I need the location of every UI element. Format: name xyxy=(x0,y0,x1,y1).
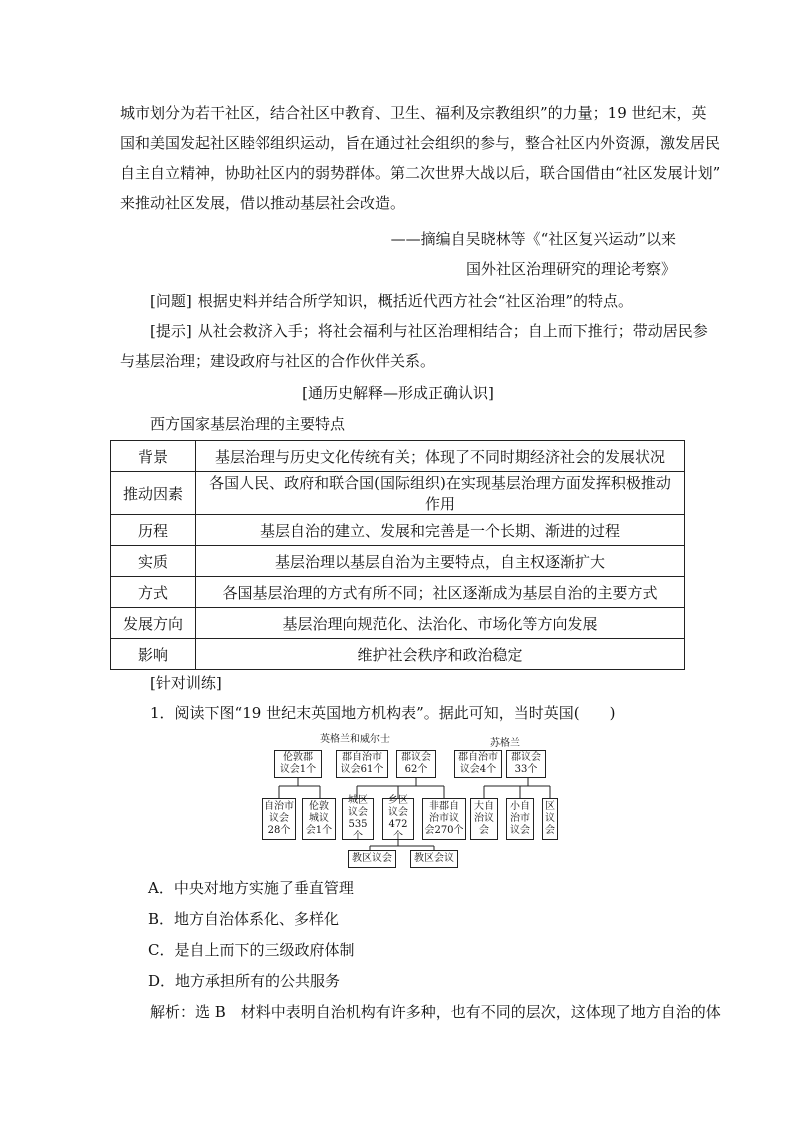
table-value: 基层治理向规范化、法治化、市场化等方向发展 xyxy=(196,608,685,639)
citation-line: ——摘编自吴晓林等《“社区复兴运动”以来 xyxy=(390,230,676,248)
hint-text: 从社会救济入手；将社会福利与社区治理相结合；自上而下推行；带动居民参 xyxy=(197,322,708,340)
intro-line: 自主自立精神，协助社区内的弱势群体。第二次世界大战以后，联合国借由“社区发展计划” xyxy=(120,164,721,182)
table-key: 影响 xyxy=(111,639,196,670)
table-key: 历程 xyxy=(111,515,196,546)
diagram-box xyxy=(410,850,458,868)
table-row xyxy=(111,515,685,546)
diagram-box xyxy=(396,750,436,778)
table-row xyxy=(111,472,685,515)
diagram-box-label: 教区议会 xyxy=(352,853,392,864)
diagram-box-label: 大自 治议 会 xyxy=(474,801,494,836)
citation xyxy=(120,224,676,284)
table-key: 推动因素 xyxy=(111,472,196,515)
analysis-text: 解析：选 B 材料中表明自治机构有许多种，也有不同的层次，这体现了地方自治的体 xyxy=(150,1003,721,1021)
section-heading-text: [通历史解释—形成正确认识] xyxy=(302,384,494,402)
diagram-box-label: 区 议 会 xyxy=(545,801,555,836)
table-value: 维护社会秩序和政治稳定 xyxy=(196,639,685,670)
training-label-text: [针对训练] xyxy=(150,674,222,692)
diagram-box-label: 乡区 议会 472个 xyxy=(388,795,408,842)
question-1-stem xyxy=(120,698,676,728)
question-block xyxy=(120,286,676,316)
intro-paragraph xyxy=(120,98,721,218)
table-row xyxy=(111,441,685,472)
diagram-box xyxy=(274,750,322,778)
england-wales-header: 英格兰和威尔士 xyxy=(320,734,390,745)
intro-line: 城市划分为若干社区，结合社区中教育、卫生、福利及宗教组织”的力量；19 世纪末，英 xyxy=(120,104,707,122)
diagram-box-label: 教区会议 xyxy=(414,853,454,864)
diagram-box-label: 郡自治市 议会4个 xyxy=(458,752,498,775)
table-key: 实质 xyxy=(111,546,196,577)
analysis xyxy=(120,997,721,1027)
table-row xyxy=(111,577,685,608)
section-heading xyxy=(120,378,676,408)
table-value: 基层治理以基层自治为主要特点，自主权逐渐扩大 xyxy=(196,546,685,577)
diagram-box-label: 城区 议会 535个 xyxy=(348,795,368,842)
diagram-box-label: 小自 治市 议会 xyxy=(510,801,530,836)
question-text: 根据史料并结合所学知识，概括近代西方社会“社区治理”的特点。 xyxy=(197,292,634,310)
diagram-box xyxy=(542,798,558,840)
hint-block xyxy=(120,316,708,376)
table-row xyxy=(111,639,685,670)
diagram-box xyxy=(506,750,546,778)
table-value: 各国基层治理的方式有所不同；社区逐渐成为基层自治的主要方式 xyxy=(196,577,685,608)
table-value: 各国人民、政府和联合国(国际组织)在实现基层治理方面发挥积极推动作用 xyxy=(196,472,685,515)
hint-text: 与基层治理；建设政府与社区的合作伙伴关系。 xyxy=(120,352,436,370)
diagram-box-label: 郡议会 33个 xyxy=(511,752,541,775)
hint-label: [提示] xyxy=(150,322,192,340)
diagram-box xyxy=(470,798,498,840)
diagram-box-label: 非郡自 治市议 会270个 xyxy=(424,801,464,836)
diagram-box-label: 郡议会 62个 xyxy=(401,752,431,775)
diagram-box-label: 伦敦 城议 会1个 xyxy=(305,801,333,836)
diagram-box xyxy=(302,798,336,840)
table-row xyxy=(111,546,685,577)
question-1-stem-text: 1．阅读下图“19 世纪末英国地方机构表”。据此可知，当时英国( ) xyxy=(150,704,616,722)
diagram-box xyxy=(262,798,296,840)
diagram-box-label: 自治市 议会 28个 xyxy=(264,801,294,836)
table-value: 基层自治的建立、发展和完善是一个长期、渐进的过程 xyxy=(196,515,685,546)
diagram-box xyxy=(382,795,414,842)
diagram-box xyxy=(506,798,534,840)
citation-line: 国外社区治理研究的理论考察》 xyxy=(465,260,676,278)
intro-line: 国和美国发起社区睦邻组织运动，旨在通过社会组织的参与，整合社区内外资源，激发居民 xyxy=(120,134,721,152)
option-d: D．地方承担所有的公共服务 xyxy=(148,972,341,990)
table-key: 发展方向 xyxy=(111,608,196,639)
table-key: 背景 xyxy=(111,441,196,472)
intro-line: 来推动社区发展，借以推动基层社会改造。 xyxy=(120,194,406,212)
diagram-box xyxy=(342,795,374,842)
table-row xyxy=(111,608,685,639)
diagram-box-label: 郡自治市 议会61个 xyxy=(340,752,384,775)
option-b: B．地方自治体系化、多样化 xyxy=(148,910,340,928)
option-c: C．是自上而下的三级政府体制 xyxy=(148,941,355,959)
diagram-box-label: 伦敦郡 议会1个 xyxy=(279,752,317,775)
diagram-box xyxy=(336,750,388,778)
table-caption-text: 西方国家基层治理的主要特点 xyxy=(150,415,346,433)
local-authority-diagram xyxy=(258,730,568,870)
option-a: A．中央对地方实施了垂直管理 xyxy=(148,879,354,897)
table-key: 方式 xyxy=(111,577,196,608)
table-value: 基层治理与历史文化传统有关；体现了不同时期经济社会的发展状况 xyxy=(196,441,685,472)
diagram-box xyxy=(348,850,396,868)
features-table xyxy=(110,440,685,670)
table-caption xyxy=(120,409,676,439)
question-label: [问题] xyxy=(150,292,192,310)
diagram-box xyxy=(422,798,466,840)
diagram-box xyxy=(454,750,502,778)
scotland-header: 苏格兰 xyxy=(490,738,520,749)
training-label xyxy=(120,668,676,698)
